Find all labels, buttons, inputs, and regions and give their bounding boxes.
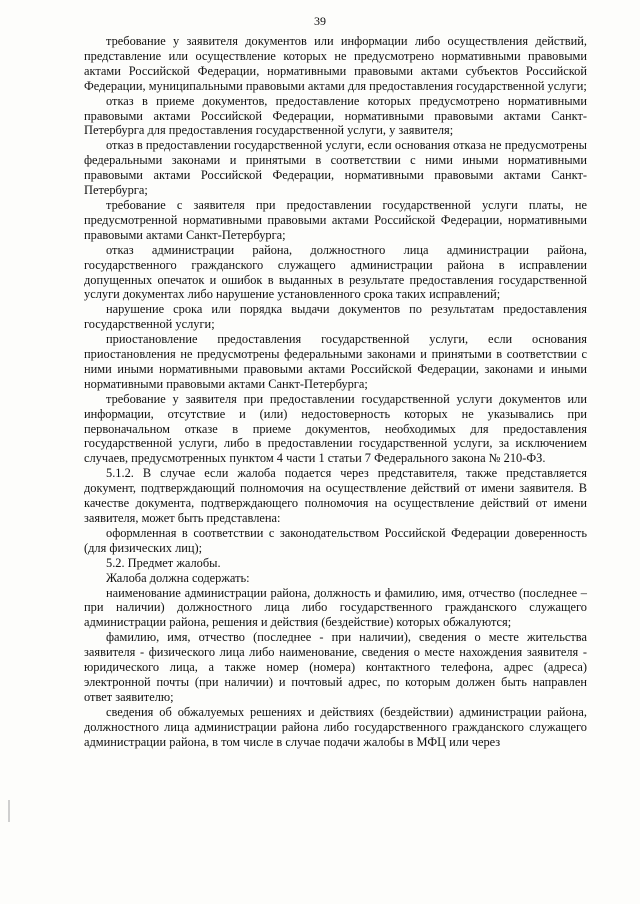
paragraph: отказ в приеме документов, предоставление которых предусмотрено нормативными правовыми актами Российской Федерации, нормативными правовыми актами Санкт-Петербурга для предоставления государственной услуги, у заявителя; [84,93,587,138]
paragraph: приостановление предоставления государственной услуги, если основания приостановления не предусмотрены федеральными законами и принятыми в соответствии с ними иными нормативными правовыми актами Российской Федерации, законами и иными нормативными правовыми актами Санкт-Петербурга; [84,332,587,391]
document-body [84,34,587,750]
paragraph: нарушение срока или порядка выдачи документов по результатам предоставления государственной услуги; [84,302,587,332]
paragraph: отказ администрации района, должностного лица администрации района, государственного гражданского служащего администрации района в исправлении допущенных опечаток и ошибок в выданных в результате предоставления государственной услуги документах либо нарушение установленного срока таких исправлений; [84,242,587,302]
paragraph: требование у заявителя при предоставлении государственной услуги документов или информации, отсутствие и (или) недостоверность которых не указывались при первоначальном отказе в приеме документов, необходимых для предоставления государственной услуги, либо в предоставлении государственной услуги, за исключением случаев, предусмотренных пунктом 4 части 1 статьи 7 Федерального закона № 210-ФЗ. [84,391,587,466]
paragraph: требование у заявителя документов или информации либо осуществления действий, представление или осуществление которых не предусмотрено нормативными правовыми актами Российской Федерации, нормативными правовыми актами субъектов Российской Федерации, муниципальными правовыми актами для предоставления государственной услуги; [84,34,587,93]
scan-margin-mark [8,800,10,822]
paragraph: фамилию, имя, отчество (последнее - при наличии), сведения о месте жительства заявителя - физического лица либо наименование, сведения о месте нахождения заявителя - юридического лица, а также номер (номера) контактного телефона, адрес (адреса) электронной почты (при наличии) и почтовый адрес, по которым должен быть направлен ответ заявителю; [84,630,587,704]
paragraph: наименование администрации района, должность и фамилию, имя, отчество (последнее – при наличии) должностного лица либо государственного гражданского служащего администрации района, решения и действия (бездействие) которых обжалуются; [84,585,587,630]
section-heading: 5.2. Предмет жалобы. [106,555,221,570]
paragraph: Жалоба должна содержать: [106,570,250,585]
paragraph: 5.1.2. В случае если жалоба подается через представителя, также представляется документ, подтверждающий полномочия на осуществление действий от имени заявителя. В качестве документа, подтверждающего полномочия на осуществление действий от имени заявителя, может быть представлена: [84,466,587,525]
paragraph: отказ в предоставлении государственной услуги, если основания отказа не предусмотрены федеральными законами и принятыми в соответствии с ними иными нормативными правовыми актами Российской Федерации, нормативными правовыми актами Санкт-Петербурга; [84,138,587,198]
paragraph: требование с заявителя при предоставлении государственной услуги платы, не предусмотренной нормативными правовыми актами Российской Федерации, нормативными правовыми актами Санкт-Петербурга; [84,197,587,242]
paragraph: оформленная в соответствии с законодательством Российской Федерации доверенность (для физических лиц); [84,525,587,555]
paragraph: сведения об обжалуемых решениях и действиях (бездействии) администрации района, должностного лица администрации района либо государственного гражданского служащего администрации района, в том числе в случае подачи жалобы в МФЦ или через [84,704,587,749]
page-number: 39 [314,14,326,28]
